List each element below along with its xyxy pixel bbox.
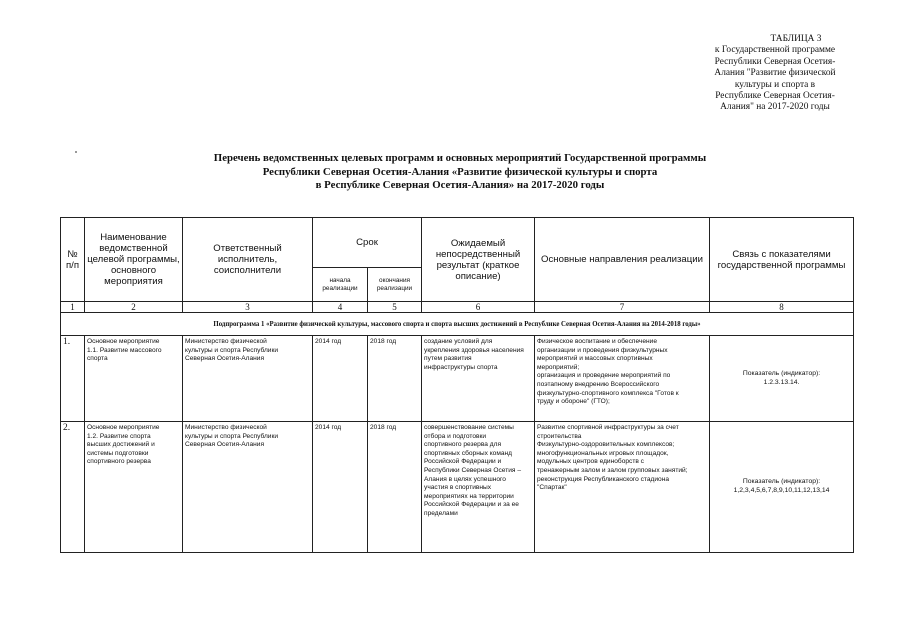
- attachment-note: [690, 34, 860, 114]
- row-number: 1.: [61, 336, 85, 422]
- row-start: 2014 год: [313, 422, 368, 553]
- row-executor: Министерство физической культуры и спорта Республики Северная Осетия-Алания: [183, 336, 313, 422]
- row-start: 2014 год: [313, 336, 368, 422]
- column-number: 5: [368, 302, 422, 313]
- column-number-row: [61, 302, 854, 313]
- row-directions: Физическое воспитание и обеспечение организации и проведения физкультурных мероприятий и массовых спортивных мероприятий; организация и проведение мероприятий по поэтапному внедрению Всероссийского физкультурно-спортивного комплекса "Готов к труду и обороне" (ГТО);: [535, 336, 710, 422]
- header-term-end: окончания реализации: [368, 268, 422, 302]
- column-number: 4: [313, 302, 368, 313]
- row-end: 2018 год: [368, 422, 422, 553]
- header-name: Наименование ведомственной целевой программы, основного мероприятия: [85, 218, 183, 302]
- header-term-start: начала реализации: [313, 268, 368, 302]
- title-line: в Республике Северная Осетия-Алания» на 2017-2020 годы: [315, 179, 605, 192]
- scan-speck: [75, 151, 77, 153]
- attachment-line: Алания "Развитие физической: [714, 68, 836, 79]
- table-number: ТАБЛИЦА 3: [770, 34, 822, 44]
- row-directions: Развитие спортивной инфраструктуры за счет строительства Физкультурно-оздоровительных комплексов; многофункциональных игровых площадок, модульных центров единоборств с тренажерным залом и залом групповых занятий; реконструкция Республиканского стадиона "Спартак": [535, 422, 710, 553]
- header-executor: Ответственный исполнитель, соисполнители: [183, 218, 313, 302]
- document-title: [150, 152, 770, 193]
- programs-table: [60, 217, 854, 553]
- row-indicator: Показатель (индикатор): 1,2,3,4,5,6,7,8,9,10,11,12,13,14: [710, 422, 854, 553]
- attachment-line: Республике Северная Осетия-: [715, 91, 835, 102]
- title-line: Перечень ведомственных целевых программ и основных мероприятий Государственной программы: [213, 152, 707, 164]
- column-number: 2: [85, 302, 183, 313]
- row-name: Основное мероприятие 1.1. Развитие массового спорта: [85, 336, 183, 422]
- column-number: 7: [535, 302, 710, 313]
- attachment-line: к Государственной программе: [714, 45, 836, 56]
- column-number: 1: [61, 302, 85, 313]
- attachment-line: Республики Северная Осетия-: [714, 56, 836, 67]
- header-link: Связь с показателями государственной программы: [710, 218, 854, 302]
- column-number: 6: [422, 302, 535, 313]
- column-number: 3: [183, 302, 313, 313]
- title-line: Республики Северная Осетия-Алания «Развитие физической культуры и спорта: [262, 165, 658, 178]
- header-row: [61, 218, 854, 268]
- row-result: совершенствование системы отбора и подготовки спортивного резерва для спортивных сборных команд Российской Федерации и Республики Северная Осетия – Алания в целях успешного участия в спортивных мероприятиях на территории Российской Федерации и за ее пределами: [422, 422, 535, 553]
- attachment-line: культуры и спорта в: [734, 79, 816, 90]
- header-term: Срок: [313, 218, 422, 268]
- subprogram-heading: Подпрограмма 1 «Развитие физической культуры, массового спорта и спорта высших достижений в Республике Северная Осетия-Алания на 2014-2018 годы»: [61, 313, 854, 336]
- header-result: Ожидаемый непосредственный результат (краткое описание): [422, 218, 535, 302]
- row-number: 2.: [61, 422, 85, 553]
- column-number: 8: [710, 302, 854, 313]
- table-row: [61, 422, 854, 553]
- row-end: 2018 год: [368, 336, 422, 422]
- table-row: [61, 336, 854, 422]
- row-executor: Министерство физической культуры и спорта Республики Северная Осетия-Алания: [183, 422, 313, 553]
- row-name: Основное мероприятие 1.2. Развитие спорта высших достижений и системы подготовки спортивного резерва: [85, 422, 183, 553]
- header-directions: Основные направления реализации: [535, 218, 710, 302]
- header-num: № п/п: [61, 218, 85, 302]
- attachment-line: Алания" на 2017-2020 годы: [720, 102, 830, 113]
- row-indicator: Показатель (индикатор): 1.2.3.13.14.: [710, 336, 854, 422]
- row-result: создание условий для укрепления здоровья населения путем развития инфраструктуры спорта: [422, 336, 535, 422]
